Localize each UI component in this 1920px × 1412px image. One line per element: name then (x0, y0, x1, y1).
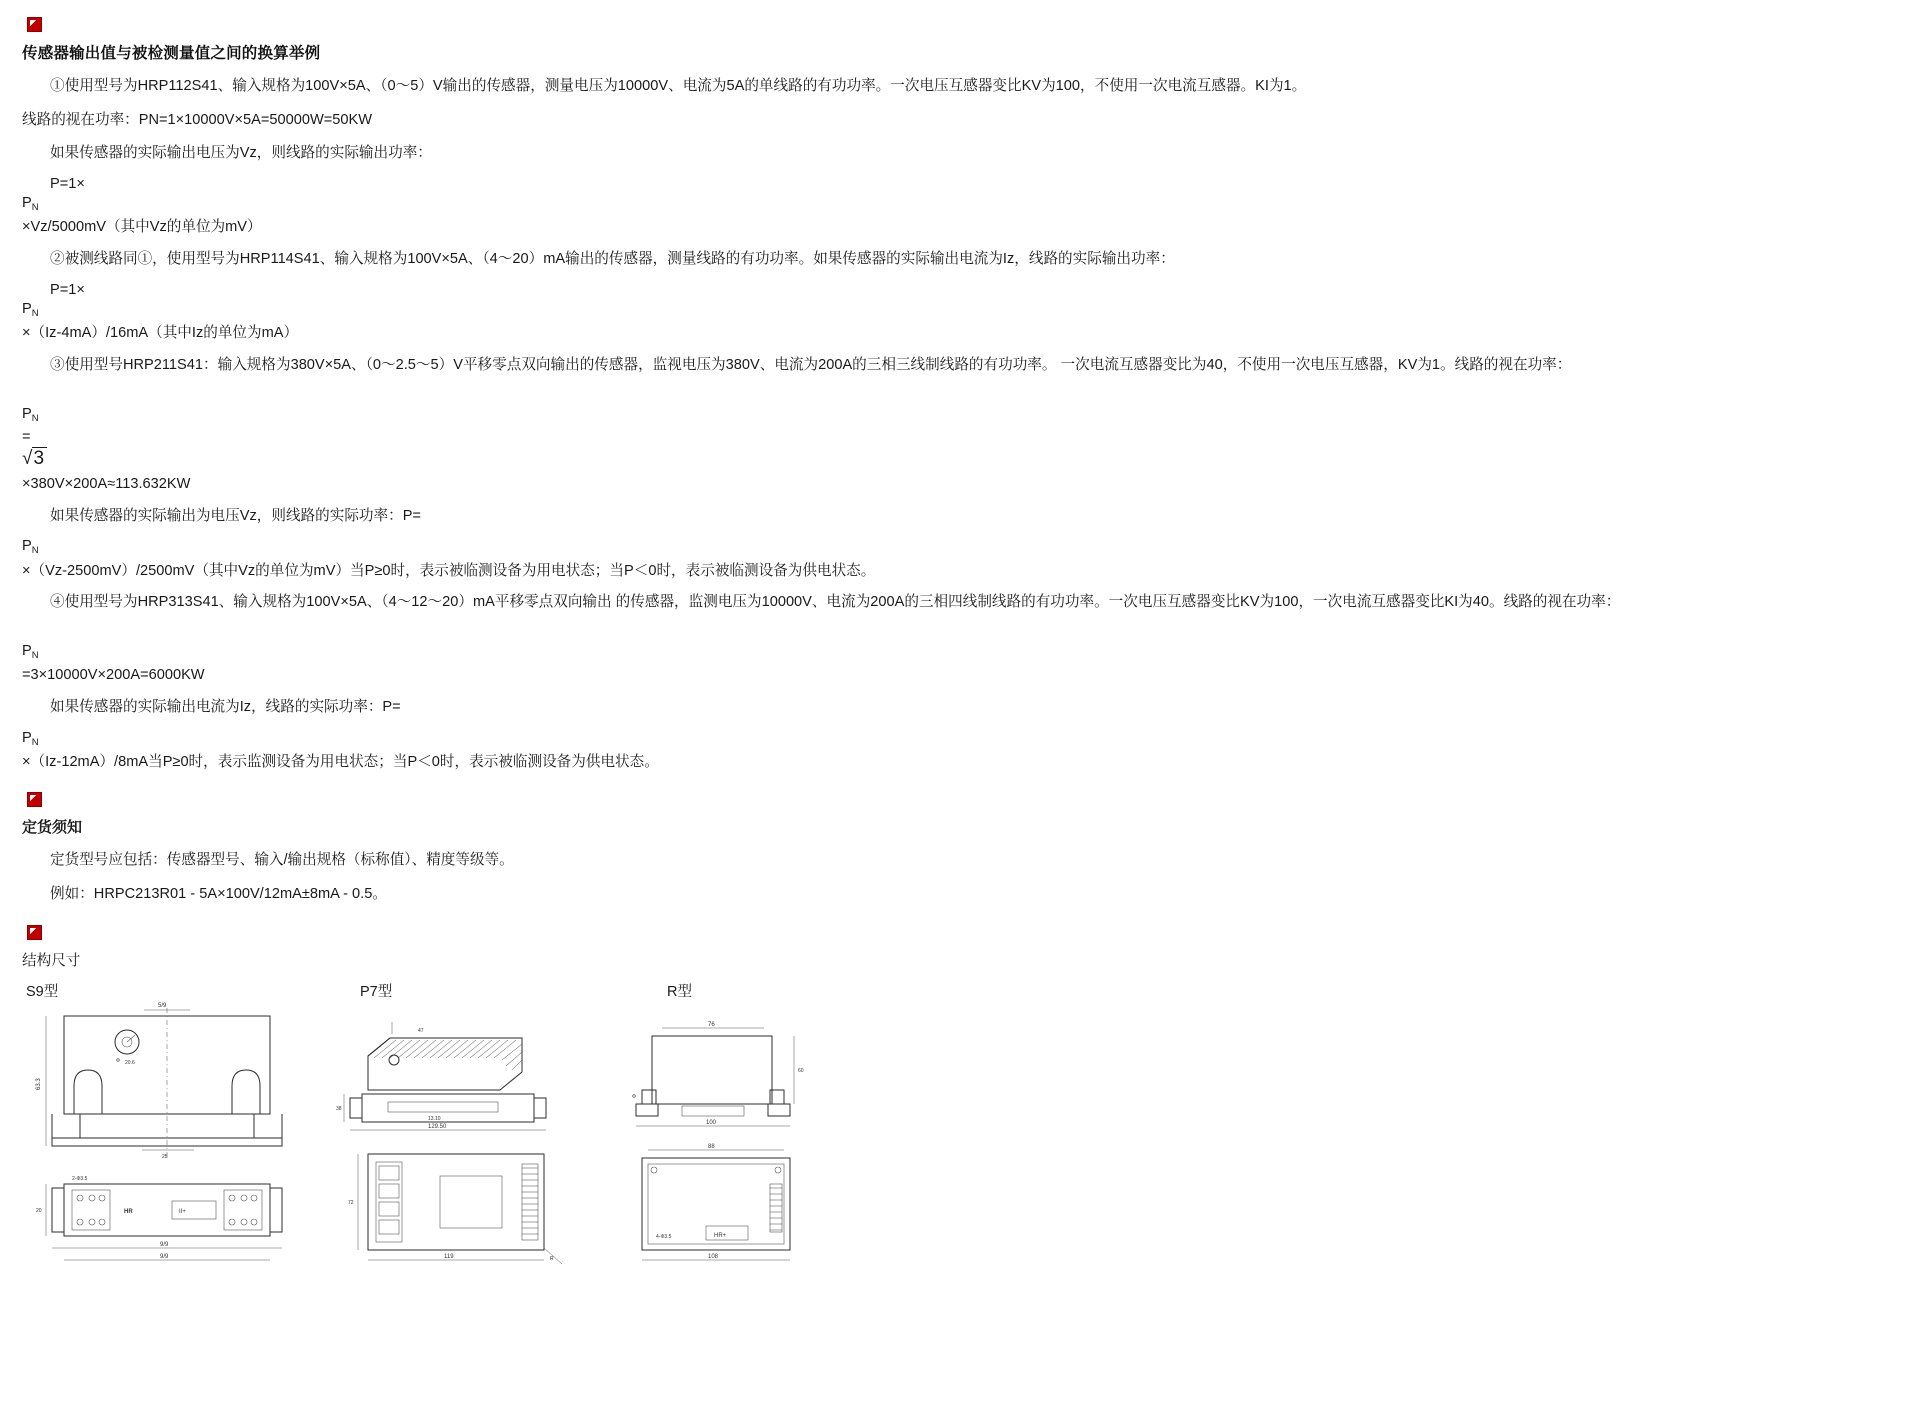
equation-3-sqrt: √3 (22, 448, 1896, 471)
svg-text:25: 25 (162, 1154, 168, 1161)
red-square-marker (27, 792, 42, 807)
dim-r-top-w: 76 (708, 1022, 715, 1029)
paragraph-example-4: ④使用型号为HRP313S41、输入规格为100V×5A、（4～12～20）mA平移零点双向输出 的传感器，监测电压为10000V、电流为200A的三相四线制线路的有功功率。一次电压互感器变比KV为100，一次电流互感器变比KI为40。线路的视在功率： (50, 594, 1621, 611)
spacer (22, 388, 1896, 406)
equation-3-pn (22, 406, 1896, 424)
dim-r-w3: 88 (708, 1144, 715, 1151)
paragraph-actual-power-3: 如果传感器的实际输出为电压Vz，则线路的实际功率：P= (50, 507, 421, 524)
equation-3-equals: = (22, 429, 31, 446)
svg-text:Φ: Φ (632, 1094, 636, 1101)
pn-subscript: N (31, 545, 40, 557)
drawing-p7 (332, 998, 622, 1268)
dim-s9-mark2: II+ (179, 1209, 186, 1216)
paragraph-actual-power-4: 如果传感器的实际输出电流为Iz，线路的实际功率：P= (50, 699, 401, 716)
svg-text:R: R (550, 1256, 554, 1263)
paragraph-ordering-example: 例如：HRPC213R01 - 5A×100V/12mA±8mA - 0.5。 (50, 885, 387, 902)
pn-symbol: P (22, 405, 32, 422)
red-square-marker (27, 925, 42, 940)
pn-subscript: N (31, 649, 40, 661)
paragraph-example-1: ①使用型号为HRP112S41、输入规格为100V×5A、（0～5）V输出的传感器，测量电压为10000V、电流为5A的单线路的有功功率。一次电压互感器变比KV为100，不使用一次电流互感器。KI为1。 (50, 78, 1307, 94)
equation-1-tail: ×Vz/5000mV（其中Vz的单位为mV） (22, 219, 262, 236)
svg-text:Φ: Φ (116, 1058, 120, 1065)
paragraph-ordering-rule: 定货型号应包括：传感器型号、输入/输出规格（标称值）、精度等级等。 (50, 851, 514, 868)
equation-4-tail: ×（Vz-2500mV）/2500mV（其中Vz的单位为mV）当P≥0时，表示被临测设备为用电状态；当P＜0时，表示被临测设备为供电状态。 (22, 562, 876, 579)
equation-2-pn (22, 301, 1896, 319)
dimension-drawings (22, 980, 1896, 1280)
equation-5-pn (22, 643, 1896, 661)
drawing-label-s9: S9型 (26, 984, 59, 1001)
dim-r-h: 60 (798, 1068, 804, 1075)
equation-2-tail: ×（Iz-4mA）/16mA（其中Iz的单位为mA） (22, 325, 299, 342)
drawing-label-r: R型 (667, 984, 692, 1001)
svg-text:20.6: 20.6 (125, 1060, 135, 1067)
dim-p7-w2: 129.50 (428, 1124, 447, 1131)
equation-1-pn (22, 195, 1896, 213)
pn-symbol: P (22, 300, 32, 317)
svg-text:72: 72 (348, 1200, 354, 1207)
pn-subscript: N (31, 736, 40, 748)
equation-1-head: P=1× (50, 175, 85, 192)
equation-3-tail: ×380V×200A≈113.632KW (22, 475, 191, 492)
dim-p7-w3: 119 (444, 1254, 454, 1261)
dim-s9-mark: HR (124, 1209, 133, 1216)
sqrt-radicand: 3 (32, 447, 47, 469)
dim-s9-top-width: 5/9 (158, 1003, 167, 1010)
dim-r-hole: 4-Φ3.5 (656, 1234, 672, 1241)
dim-s9-bottom-width: 9/9 (160, 1242, 169, 1249)
pn-subscript: N (31, 201, 40, 213)
pn-symbol: P (22, 194, 32, 211)
drawing-s9 (32, 998, 322, 1268)
equation-5-tail: =3×10000V×200A=6000KW (22, 667, 205, 684)
pn-symbol: P (22, 729, 32, 746)
equation-6-tail: ×（Iz-12mA）/8mA当P≥0时，表示监测设备为用电状态；当P＜0时，表示被临测设备为供电状态。 (22, 754, 659, 771)
dim-r-w2: 100 (706, 1120, 717, 1127)
drawing-label-p7: P7型 (360, 984, 393, 1001)
spacer (22, 625, 1896, 643)
dim-r-mark: HR+ (714, 1233, 727, 1240)
dim-p7-w1: 13.10 (428, 1116, 441, 1123)
dim-p7-top: 47 (418, 1028, 424, 1035)
dim-s9-bottom-width2: 9/9 (160, 1254, 169, 1261)
paragraph-apparent-power-1: 线路的视在功率：PN=1×10000V×5A=50000W=50KW (22, 111, 373, 128)
paragraph-actual-output-1: 如果传感器的实际输出电压为Vz，则线路的实际输出功率： (50, 145, 432, 162)
svg-text:38: 38 (336, 1106, 342, 1113)
paragraph-example-2: ②被测线路同①，使用型号为HRP114S41、输入规格为100V×5A、（4～20）mA输出的传感器，测量线路的有功功率。如果传感器的实际输出电流为Iz，线路的实际输出功率： (50, 251, 1175, 268)
drawing-r (622, 998, 872, 1268)
pn-subscript: N (31, 307, 40, 319)
dim-s9-hole: 2-Φ3.5 (72, 1176, 88, 1183)
pn-subscript: N (31, 412, 40, 424)
pn-symbol: P (22, 538, 32, 555)
equation-6-pn (22, 730, 1896, 748)
red-square-marker (27, 17, 42, 32)
section-title-ordering: 定货须知 (22, 818, 83, 836)
svg-text:20: 20 (36, 1208, 42, 1215)
section-title-dimensions: 结构尺寸 (22, 953, 81, 970)
dim-r-w4: 108 (708, 1254, 719, 1261)
document-content (0, 8, 1920, 1280)
dim-s9-height: 63.3 (36, 1078, 42, 1091)
equation-2-head: P=1× (50, 281, 85, 298)
equation-4-pn (22, 538, 1896, 556)
pn-symbol: P (22, 642, 32, 659)
paragraph-example-3: ③使用型号HRP211S41：输入规格为380V×5A、（0～2.5～5）V平移零点双向输出的传感器，监视电压为380V、电流为200A的三相三线制线路的有功功率。 一次电流互感器变比为40，不使用一次电压互感器，KV为1。线路的视在功率： (50, 356, 1572, 373)
section-title-conversion: 传感器输出值与被检测量值之间的换算举例 (22, 45, 321, 62)
